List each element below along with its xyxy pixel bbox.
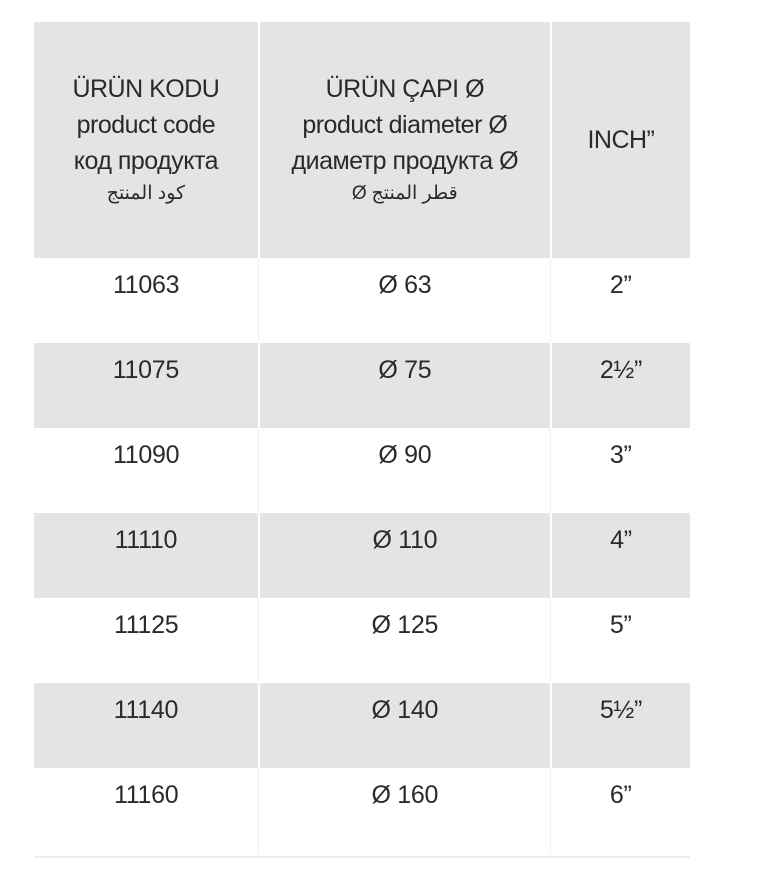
cell-diameter: Ø 110 — [259, 513, 551, 598]
header-code-tr: ÜRÜN KODU — [72, 75, 220, 103]
cell-diameter: Ø 75 — [259, 343, 551, 428]
cell-inch: 5½” — [599, 696, 643, 724]
header-inch — [551, 22, 690, 258]
cell-code: 11160 — [34, 768, 259, 853]
cell-code: 11090 — [34, 428, 259, 513]
table-bottom-divider — [34, 856, 690, 858]
table-row — [34, 428, 690, 513]
cell-code: 11125 — [34, 598, 259, 683]
cell-diameter: Ø 160 — [259, 768, 551, 853]
table-row — [34, 513, 690, 598]
header-product-code — [34, 22, 259, 258]
cell-diameter: Ø 90 — [259, 428, 551, 513]
cell-inch: 6” — [609, 781, 632, 809]
cell-code: 11110 — [34, 513, 259, 598]
table-row — [34, 768, 690, 853]
cell-diameter: Ø 140 — [259, 683, 551, 768]
cell-inch: 4” — [610, 526, 632, 554]
cell-diameter: Ø 125 — [259, 598, 551, 683]
table-row — [34, 258, 690, 343]
header-code-en: product code — [76, 111, 216, 139]
table-header-row — [34, 22, 690, 258]
header-diameter-en: product diameter Ø — [302, 111, 508, 139]
cell-inch: 2½” — [599, 356, 643, 384]
table-row — [34, 343, 690, 428]
cell-code: 11075 — [34, 343, 259, 428]
header-inch-label: INCH” — [587, 126, 655, 154]
product-table — [34, 22, 690, 853]
cell-inch: 2” — [609, 271, 632, 299]
cell-code: 11140 — [34, 683, 259, 768]
header-code-ru: код продукта — [73, 147, 219, 175]
header-product-diameter — [259, 22, 551, 258]
cell-code: 11063 — [34, 258, 259, 343]
cell-inch: 5” — [609, 611, 632, 639]
table-row — [34, 598, 690, 683]
cell-diameter: Ø 63 — [259, 258, 551, 343]
header-diameter-ar: قطر المنتج Ø — [351, 183, 458, 204]
cell-inch: 3” — [609, 441, 632, 469]
header-code-ar: كود المنتج — [106, 183, 186, 204]
table-row — [34, 683, 690, 768]
header-diameter-ru: диаметр продукта Ø — [291, 147, 519, 175]
header-diameter-tr: ÜRÜN ÇAPI Ø — [325, 75, 485, 103]
